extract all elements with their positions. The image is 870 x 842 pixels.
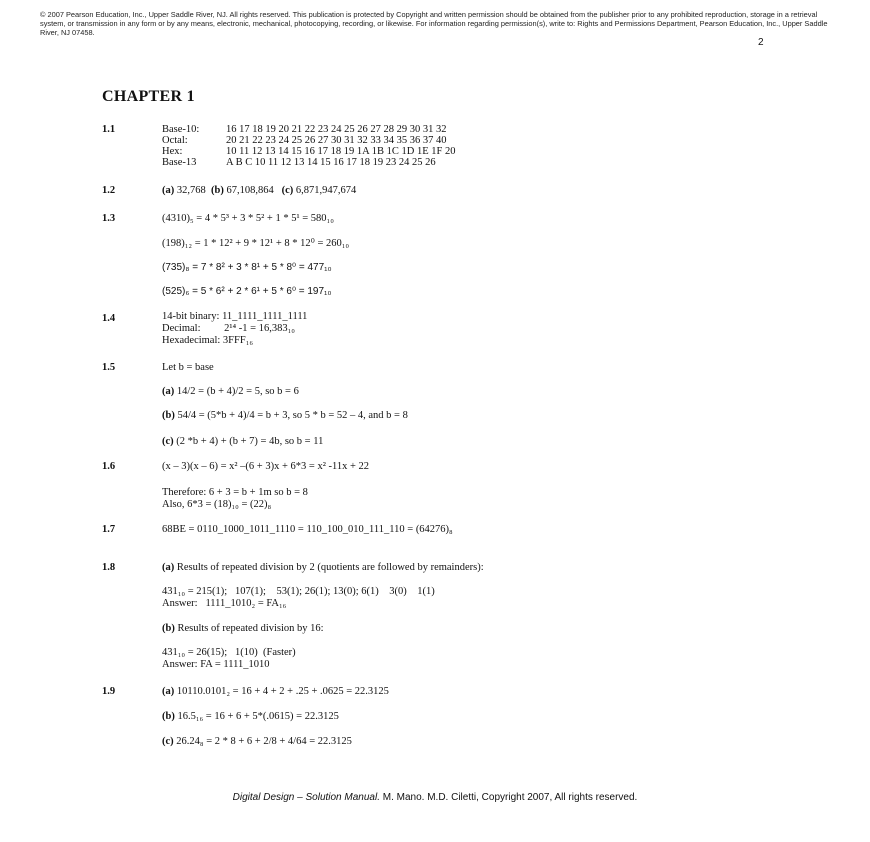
part-a-text: 32,768 — [176, 185, 206, 196]
section-number-1-8: 1.8 — [102, 562, 116, 573]
part-c-text: (2 *b + 4) + (b + 7) = 4b, so b = 11 — [176, 436, 324, 447]
answer-1-4-line: Decimal: 2¹⁴ -1 = 16,383₁₀ — [162, 323, 295, 334]
row-values: A B C 10 11 12 13 14 15 16 17 18 19 23 24 25 26 — [226, 157, 436, 168]
part-b-label: (b) — [162, 410, 175, 421]
section-number-1-9: 1.9 — [102, 686, 116, 697]
answer-1-8-result-line: Answer: 1111_1010₂ = FA₁₆ — [162, 598, 287, 609]
part-c-text: 26.24₈ = 2 * 8 + 6 + 2/8 + 4/64 = 22.3125 — [176, 736, 352, 747]
answer-1-5-intro: Let b = base — [162, 362, 214, 373]
page-number: 2 — [758, 37, 764, 48]
part-a-text: 14/2 = (b + 4)/2 = 5, so b = 6 — [176, 386, 299, 397]
answer-1-4-line: Hexadecimal: 3FFF₁₆ — [162, 335, 254, 346]
part-b-label: (b) — [162, 711, 175, 722]
equation-1-3-line: (4310)₅ = 4 * 5³ + 3 * 5² + 1 * 5¹ = 580₁₀ — [162, 213, 334, 224]
part-c-text: 6,871,947,674 — [295, 185, 357, 196]
part-a-text: Results of repeated division by 2 (quotients are followed by remainders): — [176, 562, 484, 573]
part-c-label: (c) — [162, 736, 174, 747]
row-label: Hex: — [162, 146, 183, 157]
table-row — [162, 157, 455, 168]
part-a-text: 10110.0101₂ = 16 + 4 + 2 + .25 + .0625 = 22.3125 — [176, 686, 389, 697]
part-a-label: (a) — [162, 386, 175, 397]
answer-1-6-line: (x – 3)(x – 6) = x² –(6 + 3)x + 6*3 = x² -11x + 22 — [162, 461, 369, 472]
part-c-label: (c) — [162, 436, 174, 447]
chapter-title: CHAPTER 1 — [102, 88, 195, 105]
answer-1-6-line: Therefore: 6 + 3 = b + 1m so b = 8 — [162, 487, 308, 498]
part-b-text: 16.5₁₆ = 16 + 6 + 5*(.0615) = 22.3125 — [177, 711, 339, 722]
answer-1-5-part-c — [162, 436, 323, 447]
answer-1-6-line: Also, 6*3 = (18)₁₀ = (22)₈ — [162, 499, 272, 510]
section-number-1-3: 1.3 — [102, 213, 116, 224]
section-number-1-7: 1.7 — [102, 524, 116, 535]
answer-1-9-part-c — [162, 736, 352, 747]
answer-1-9-part-b — [162, 711, 339, 722]
footer-book-title: Digital Design – Solution Manual. — [232, 792, 380, 803]
row-label: Base-13 — [162, 157, 197, 168]
page-footer — [0, 792, 870, 803]
section-number-1-5: 1.5 — [102, 362, 116, 373]
section-number-1-4: 1.4 — [102, 313, 116, 324]
section-number-1-1: 1.1 — [102, 124, 116, 135]
row-values: 16 17 18 19 20 21 22 23 24 25 26 27 28 29 30 31 32 — [226, 124, 447, 135]
table-row — [162, 124, 455, 135]
part-b-text: Results of repeated division by 16: — [177, 623, 324, 634]
answer-1-4-line: 14-bit binary: 11_1111_1111_1111 — [162, 311, 308, 322]
table-row — [162, 135, 455, 146]
answer-1-8-part-a — [162, 562, 484, 573]
answer-1-2 — [162, 185, 356, 196]
part-a-label: (a) — [162, 686, 175, 697]
part-c-label: (c) — [281, 185, 294, 196]
answer-1-5-part-a — [162, 386, 299, 397]
answer-1-7: 68BE = 0110_1000_1011_1110 = 110_100_010_111_110 = (64276)₈ — [162, 524, 453, 535]
equation-1-3-line: (735)₈ = 7 * 8² + 3 * 8¹ + 5 * 8⁰ = 477₁₀ — [162, 262, 332, 273]
part-b-text: 67,108,864 — [226, 185, 274, 196]
part-b-text: 54/4 = (5*b + 4)/4 = b + 3, so 5 * b = 52 – 4, and b = 8 — [177, 410, 408, 421]
part-b-label: (b) — [162, 623, 175, 634]
answer-1-9-part-a — [162, 686, 389, 697]
row-values: 10 11 12 13 14 15 16 17 18 19 1A 1B 1C 1D 1E 1F 20 — [226, 146, 456, 157]
row-label: Base-10: — [162, 124, 200, 135]
table-row — [162, 146, 455, 157]
answer-1-8-result-line: Answer: FA = 1111_1010 — [162, 659, 270, 670]
equation-1-3-line: (525)₆ = 5 * 6² + 2 * 6¹ + 5 * 6⁰ = 197₁₀ — [162, 286, 332, 297]
equation-1-3-line: (198)₁₂ = 1 * 12² + 9 * 12¹ + 8 * 12⁰ = 260₁₀ — [162, 238, 350, 249]
base-conversion-table — [162, 124, 455, 168]
section-number-1-6: 1.6 — [102, 461, 116, 472]
part-a-label: (a) — [162, 185, 175, 196]
answer-1-8-part-b — [162, 623, 324, 634]
answer-1-8-division-line: 431₁₀ = 26(15); 1(10) (Faster) — [162, 647, 296, 658]
section-number-1-2: 1.2 — [102, 185, 116, 196]
row-label: Octal: — [162, 135, 188, 146]
part-a-label: (a) — [162, 562, 175, 573]
row-values: 20 21 22 23 24 25 26 27 30 31 32 33 34 35 36 37 40 — [226, 135, 447, 146]
answer-1-8-division-line: 431₁₀ = 215(1); 107(1); 53(1); 26(1); 13(0); 6(1) 3(0) 1(1) — [162, 586, 435, 597]
part-b-label: (b) — [211, 185, 224, 196]
footer-credits: M. Mano. M.D. Ciletti, Copyright 2007, All rights reserved. — [379, 792, 638, 803]
answer-1-5-part-b — [162, 410, 408, 421]
copyright-notice: © 2007 Pearson Education, Inc., Upper Saddle River, NJ. All rights reserved. This publication is protected by Copyright and written permission should be obtained from the publisher prior to any prohibited reproduction, storage in a retrieval system, or transmission in any form or by any means, electronic, mechanical, photocopying, recording, or likewise. For information regarding permission(s), write to: Rights and Permissions Department, Pearson Education, Inc., Upper Saddle River, NJ 07458. — [40, 10, 828, 37]
